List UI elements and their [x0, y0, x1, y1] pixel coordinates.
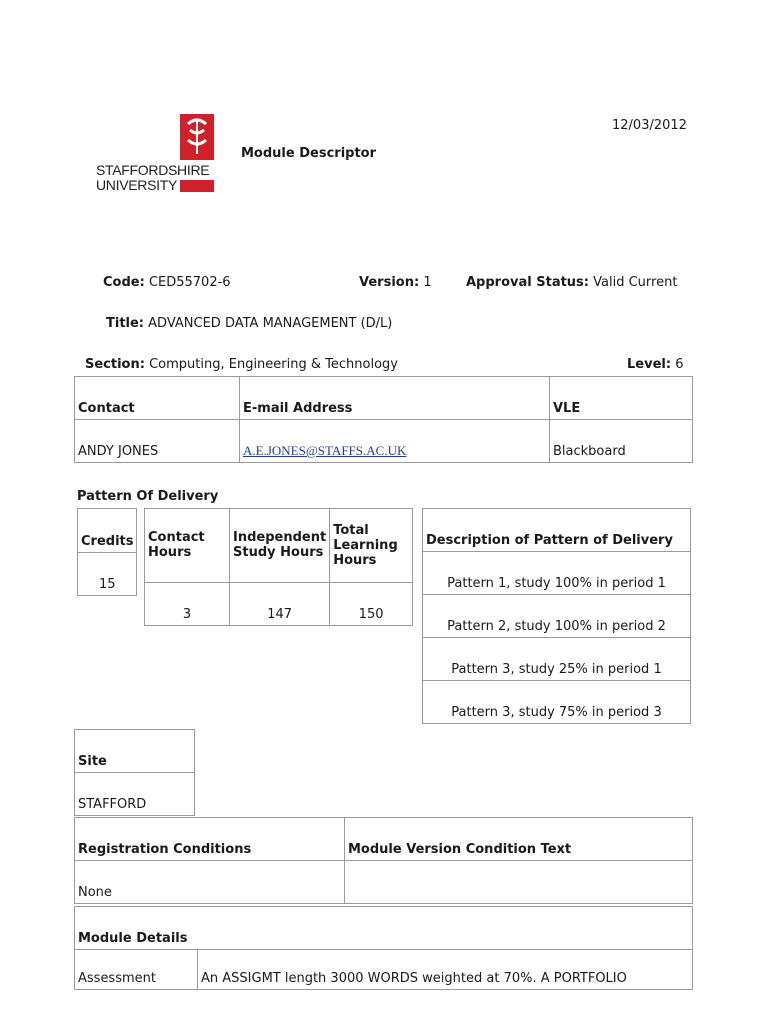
pattern-row: Pattern 3, study 25% in period 1 — [423, 638, 691, 681]
total-hours-header: Total Learning Hours — [330, 509, 413, 583]
delivery-heading: Pattern Of Delivery — [77, 489, 219, 504]
registration-value: None — [75, 861, 345, 904]
contact-header: Contact — [75, 377, 240, 420]
total-hours-value: 150 — [330, 583, 413, 626]
pattern-row: Pattern 3, study 75% in period 3 — [423, 681, 691, 724]
vle-header: VLE — [550, 377, 693, 420]
level-value: 6 — [675, 357, 684, 372]
logo-bar — [180, 180, 214, 192]
contact-hours-value: 3 — [145, 583, 230, 626]
independent-hours-value: 147 — [230, 583, 330, 626]
email-link[interactable]: A.E.JONES@STAFFS.AC.UK — [243, 443, 407, 458]
assessment-text: An ASSIGMT length 3000 WORDS weighted at 70%. A PORTFOLIO — [198, 950, 693, 990]
document-date: 12/03/2012 — [612, 118, 687, 133]
credits-value: 15 — [78, 553, 137, 596]
registration-table — [74, 817, 693, 904]
patterns-table — [422, 508, 691, 724]
pattern-row: Pattern 1, study 100% in period 1 — [423, 552, 691, 595]
version-value: 1 — [423, 275, 432, 290]
code-label: Code: — [103, 275, 145, 290]
logo-text-line2: UNIVERSITY — [96, 177, 178, 193]
hours-table — [144, 508, 413, 626]
email-cell — [240, 420, 550, 463]
approval-field — [466, 275, 677, 290]
crest-icon — [180, 114, 214, 160]
section-label: Section: — [85, 357, 145, 372]
vle-value: Blackboard — [550, 420, 693, 463]
title-label: Title: — [106, 316, 145, 331]
module-details-table — [74, 906, 693, 990]
independent-hours-header: Independent Study Hours — [230, 509, 330, 583]
section-value: Computing, Engineering & Technology — [149, 357, 398, 372]
contact-table — [74, 376, 693, 463]
registration-header: Registration Conditions — [75, 818, 345, 861]
site-table — [74, 729, 195, 816]
site-header: Site — [75, 730, 195, 773]
code-field — [103, 275, 231, 290]
email-header: E-mail Address — [240, 377, 550, 420]
code-value: CED55702-6 — [148, 275, 231, 290]
assessment-label: Assessment — [75, 950, 198, 990]
level-label: Level: — [627, 357, 672, 372]
version-label: Version: — [359, 275, 420, 290]
title-field — [106, 316, 392, 331]
credits-table — [77, 508, 137, 596]
approval-label: Approval Status: — [466, 275, 589, 290]
site-value: STAFFORD — [75, 773, 195, 816]
condition-text-value — [345, 861, 693, 904]
patterns-header: Description of Pattern of Delivery — [423, 509, 691, 552]
document-title: Module Descriptor — [241, 146, 377, 161]
version-field — [359, 275, 432, 290]
contact-hours-header: Contact Hours — [145, 509, 230, 583]
condition-text-header: Module Version Condition Text — [345, 818, 693, 861]
title-value: ADVANCED DATA MANAGEMENT (D/L) — [148, 316, 393, 331]
university-logo — [96, 114, 218, 196]
pattern-row: Pattern 2, study 100% in period 2 — [423, 595, 691, 638]
credits-header: Credits — [78, 509, 137, 553]
section-field — [85, 357, 398, 372]
level-field — [627, 357, 683, 372]
approval-value: Valid Current — [593, 275, 678, 290]
logo-text-line1: STAFFORDSHIRE — [96, 162, 210, 178]
module-details-header: Module Details — [75, 907, 693, 950]
contact-name: ANDY JONES — [75, 420, 240, 463]
